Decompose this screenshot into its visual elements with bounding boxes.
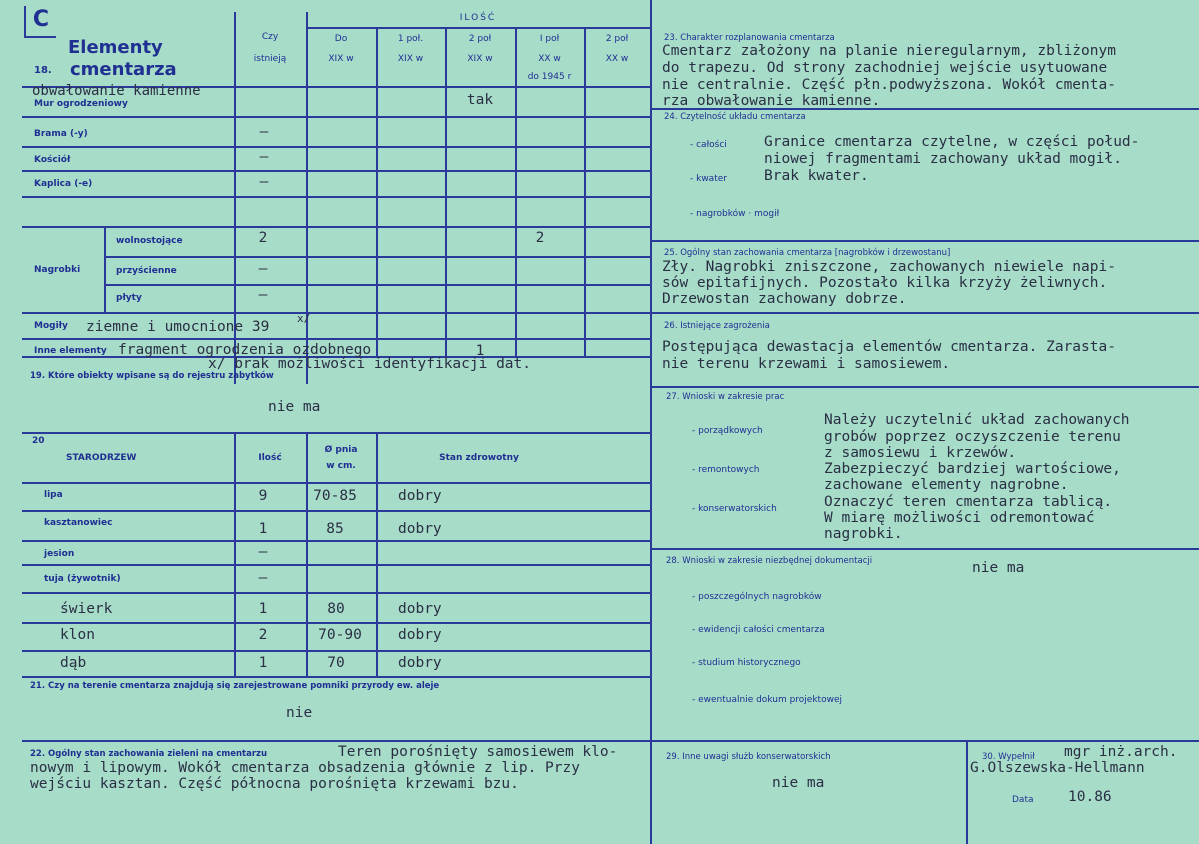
- section-19-label: 19. Które obiekty wpisane są do rejestru zabytków: [30, 371, 274, 381]
- col-20-1half-3: do 1945 r: [527, 72, 572, 82]
- section-28-value: nie ma: [972, 560, 1025, 576]
- section-23-line: do trapezu. Od strony zachodniej wejście usytuowane: [662, 60, 1108, 76]
- grid-line: [445, 28, 447, 356]
- col-20-1half-2: XX w: [538, 54, 561, 64]
- section-23-line: rza obwałowanie kamienne.: [662, 93, 881, 109]
- section-22-label: 22. Ogólny stan zachowania zieleni na cmentarzu: [30, 749, 268, 759]
- section-24-label: 24. Czytelność układu cmentarza: [664, 112, 806, 122]
- grid-line: [22, 540, 650, 542]
- kosciol-exists: –: [259, 149, 269, 165]
- trees-col-diam-2: w cm.: [326, 461, 356, 471]
- section-30-label: 30. Wypełnił: [982, 752, 1035, 762]
- section-27-line: nagrobki.: [824, 526, 903, 542]
- section-27-line: grobów poprzez oczyszczenie terenu: [824, 429, 1121, 445]
- section-22-line-3: wejściu kasztan. Część północna porośnięta krzewami bzu.: [30, 776, 519, 792]
- s28-item: - ewentualnie dokum projektowej: [692, 695, 842, 705]
- card-letter: C: [24, 6, 56, 38]
- grid-line: [22, 312, 650, 314]
- section-23-line: nie centralnie. Część płn.podwyższona. Wokół cmenta-: [662, 77, 1116, 93]
- section-18-title-2: cmentarza: [70, 59, 177, 80]
- grid-line: [22, 338, 650, 340]
- section-27-line: Zabezpieczyć bardziej wartościowe,: [824, 461, 1121, 477]
- s28-item: - ewidencji całości cmentarza: [692, 625, 825, 635]
- section-21-label: 21. Czy na terenie cmentarza znajdują się zarejestrowane pomniki przyrody ew. aleje: [30, 681, 440, 691]
- grid-line: [22, 564, 650, 566]
- grid-line: [22, 116, 650, 118]
- plyty-exists: –: [258, 287, 268, 303]
- s27-porzadkowych-label: - porządkowych: [692, 426, 763, 436]
- grid-line: [584, 28, 586, 356]
- col-19-2half-2: XIX w: [467, 54, 493, 64]
- section-26-label: 26. Istniejące zagrożenia: [664, 321, 770, 331]
- section-29-value: nie ma: [772, 775, 825, 791]
- tree-health: dobry: [398, 521, 442, 537]
- plyty-label: płyty: [116, 293, 142, 303]
- section-27-label: 27. Wnioski w zakresie prac: [666, 392, 785, 402]
- tree-diameter: 70-90: [318, 627, 362, 643]
- grid-line: [650, 548, 1199, 550]
- mur-value: tak: [466, 92, 494, 108]
- section-25-label: 25. Ogólny stan zachowania cmentarza [nagrobków i drzewostanu]: [664, 248, 951, 258]
- s24-kwater-value: Brak kwater.: [764, 168, 869, 184]
- grid-line: [376, 28, 378, 356]
- col-19w-1: Do: [334, 34, 348, 44]
- s27-konserwatorskich-label: - konserwatorskich: [692, 504, 777, 514]
- mur-label: Mur ogrodzeniowy: [34, 99, 128, 109]
- grid-line: [650, 386, 1199, 388]
- kosciol-label: Kościół: [34, 155, 71, 165]
- section-25-line: Drzewostan zachowany dobrze.: [662, 291, 907, 307]
- main-divider: [650, 0, 652, 844]
- brama-label: Brama (-y): [34, 129, 88, 139]
- section-26-line: Postępująca dewastacja elementów cmentarza. Zarasta-: [662, 339, 1116, 355]
- tree-health: dobry: [398, 601, 442, 617]
- tree-count: 1: [258, 655, 268, 671]
- section-23-line: Cmentarz założony na planie nieregularnym, zbliżonym: [662, 43, 1116, 59]
- section-27-line: W miarę możliwości odremontować: [824, 510, 1095, 526]
- grid-line: [22, 226, 650, 228]
- trees-col-diam-1: Ø pnia: [324, 445, 358, 455]
- section-20-title: STARODRZEW: [66, 453, 137, 463]
- s28-item: - studium historycznego: [692, 658, 801, 668]
- col-19-1half-1: 1 poł.: [397, 34, 424, 44]
- grid-line: [104, 226, 106, 312]
- s24-nagrobkow-label: - nagrobków · mogił: [690, 209, 780, 219]
- tree-count: 1: [258, 601, 268, 617]
- footnote: x/ brak możliwości identyfikacji dat.: [208, 356, 532, 372]
- wolnostojace-value: 2: [535, 230, 545, 246]
- tree-diameter: 85: [326, 521, 344, 537]
- przyscienne-exists: –: [258, 261, 268, 277]
- col-20-2half-1: 2 poł: [605, 34, 629, 44]
- section-29-label: 29. Inne uwagi służb konserwatorskich: [666, 752, 831, 762]
- tree-count: 2: [258, 627, 268, 643]
- date-label: Data: [1012, 795, 1034, 805]
- wolnostojace-exists: 2: [258, 230, 268, 246]
- filled-by-name: G.Olszewska-Hellmann: [970, 760, 1145, 776]
- nagrobki-label: Nagrobki: [34, 265, 81, 275]
- grid-line: [22, 650, 650, 652]
- section-27-line: Oznaczyć teren cmentarza tablicą.: [824, 494, 1113, 510]
- grid-line: [22, 146, 650, 148]
- mogily-footnote-mark: x/: [297, 312, 311, 325]
- grid-line: [104, 256, 650, 258]
- grid-line: [22, 196, 650, 198]
- grid-line: [104, 284, 650, 286]
- mogily-value: ziemne i umocnione 39: [86, 319, 270, 335]
- tree-count: 9: [258, 488, 268, 504]
- section-26-line: nie terenu krzewami i samosiewem.: [662, 356, 951, 372]
- date-value: 10.86: [1068, 789, 1112, 805]
- mur-note: obwałowanie kamienne: [32, 83, 201, 99]
- grid-line: [306, 12, 308, 384]
- section-25-line: Zły. Nagrobki zniszczone, zachowanych niewiele napi-: [662, 259, 1116, 275]
- col-20-2half-2: XX w: [605, 54, 629, 64]
- kaplica-label: Kaplica (-e): [34, 179, 93, 189]
- tree-health: dobry: [398, 627, 442, 643]
- tree-diameter: 70: [327, 655, 345, 671]
- grid-line: [306, 27, 650, 29]
- inne-value: fragment ogrodzenia ozdobnego: [118, 342, 372, 358]
- filled-by-title: mgr inż.arch.: [1064, 744, 1178, 760]
- grid-line: [22, 170, 650, 172]
- section-21-value: nie: [286, 705, 313, 721]
- tree-name: dąb: [60, 655, 87, 671]
- s28-item: - poszczególnych nagrobków: [692, 592, 822, 602]
- grid-line: [650, 240, 1199, 242]
- inne-label: Inne elementy: [34, 346, 107, 356]
- section-27-line: zachowane elementy nagrobne.: [824, 477, 1069, 493]
- tree-count: 1: [258, 521, 268, 537]
- section-22-line-1: Teren porośnięty samosiewem klo-: [338, 744, 618, 760]
- grid-line: [650, 740, 1199, 742]
- s24-calosci-line-2: niowej fragmentami zachowany układ mogił.: [764, 151, 1122, 167]
- section-25-line: sów epitafijnych. Pozostało kilka krzyży żeliwnych.: [662, 275, 1108, 291]
- section-22-line-2: nowym i lipowym. Wokół cmentarza obsadzenia głównie z lip. Przy: [30, 760, 580, 776]
- section-19-value: nie ma: [268, 399, 321, 415]
- section-28-label: 28. Wnioski w zakresie niezbędnej dokumentacji: [666, 556, 873, 566]
- s24-calosci-line-1: Granice cmentarza czytelne, w części połud-: [764, 134, 1140, 150]
- section-18-number: 18.: [34, 65, 52, 76]
- s24-kwater-label: - kwater: [690, 174, 727, 184]
- tree-name: świerk: [60, 601, 113, 617]
- tree-health: dobry: [398, 488, 442, 504]
- trees-col-health: Stan zdrowotny: [439, 453, 519, 463]
- grid-line: [376, 432, 378, 676]
- trees-col-count: Ilość: [258, 453, 282, 463]
- przyscienne-label: przyścienne: [116, 266, 177, 276]
- grid-line: [22, 740, 650, 742]
- tree-name: lipa: [44, 490, 63, 500]
- section-18-title-1: Elementy: [68, 37, 163, 58]
- brama-exists: –: [259, 124, 269, 140]
- ilosc-header: ILOŚĆ: [459, 13, 497, 23]
- wolnostojace-label: wolnostojące: [116, 236, 183, 246]
- mogily-label: Mogiły: [34, 321, 68, 331]
- s24-calosci-label: - całości: [690, 140, 727, 150]
- col-19-2half-1: 2 poł: [468, 34, 492, 44]
- col-20-1half-1: I poł: [539, 34, 560, 44]
- tree-health: dobry: [398, 655, 442, 671]
- grid-line: [22, 622, 650, 624]
- section-20-number: 20: [32, 436, 45, 446]
- tree-name: tuja (żywotnik): [44, 574, 121, 584]
- section-27-line: z samosiewu i krzewów.: [824, 445, 1017, 461]
- tree-name: kasztanowiec: [44, 518, 113, 528]
- s27-remontowych-label: - remontowych: [692, 465, 760, 475]
- kaplica-exists: –: [259, 174, 269, 190]
- grid-line: [22, 510, 650, 512]
- section-23-label: 23. Charakter rozplanowania cmentarza: [664, 33, 835, 43]
- tree-diameter: 80: [327, 601, 345, 617]
- tree-name: jesion: [44, 549, 75, 559]
- col-19-1half-2: XIX w: [397, 54, 424, 64]
- col-exists-label-2: istnieją: [253, 54, 287, 64]
- grid-line: [966, 740, 968, 844]
- grid-line: [22, 676, 650, 678]
- col-19w-2: XIX w: [328, 54, 354, 64]
- tree-count: –: [258, 570, 268, 586]
- grid-line: [650, 312, 1199, 314]
- grid-line: [22, 592, 650, 594]
- section-27-line: Należy uczytelnić układ zachowanych: [824, 412, 1130, 428]
- grid-line: [22, 482, 650, 484]
- col-exists-label-1: Czy: [261, 32, 279, 42]
- tree-name: klon: [60, 627, 95, 643]
- tree-count: –: [258, 544, 268, 560]
- grid-line: [22, 432, 650, 434]
- tree-diameter: 70-85: [313, 488, 357, 504]
- inne-count: 1: [475, 343, 485, 359]
